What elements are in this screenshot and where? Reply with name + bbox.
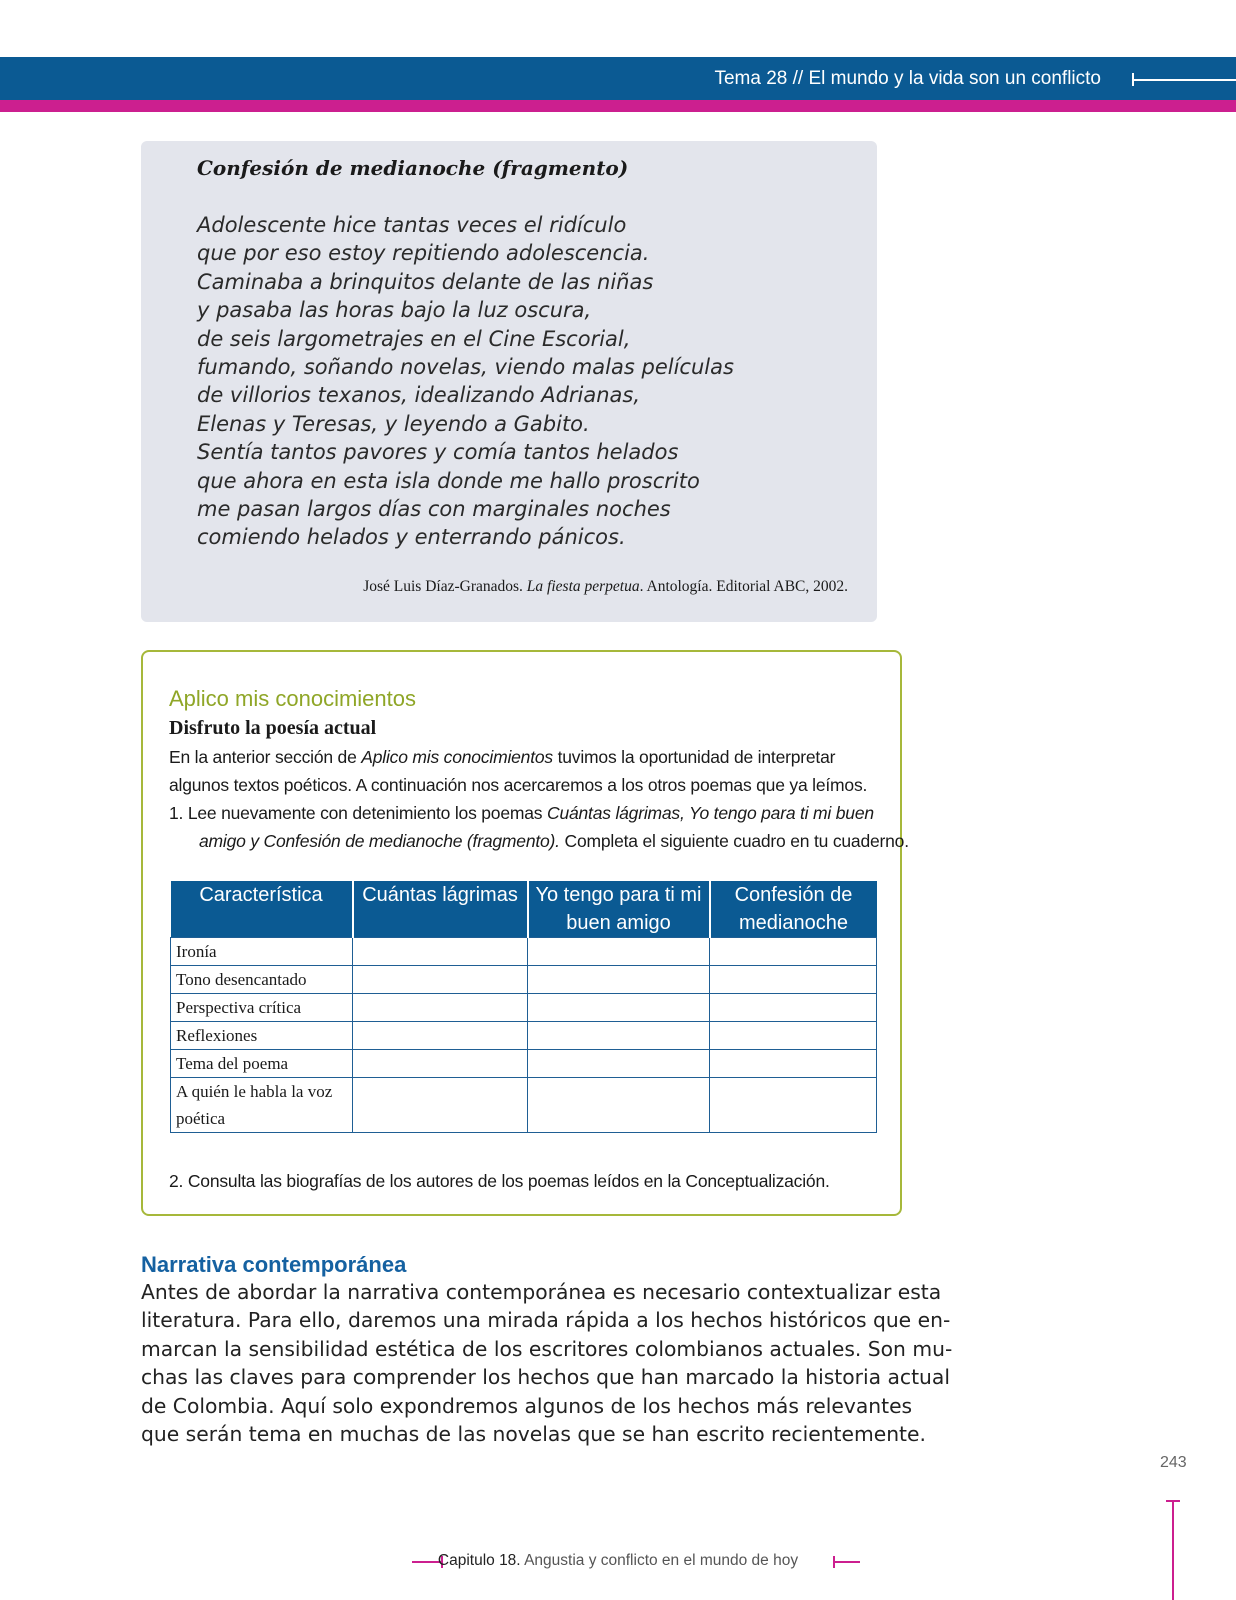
table-cell (528, 966, 710, 994)
row-label: Ironía (171, 938, 353, 966)
row-label: A quién le habla la voz poética (171, 1078, 353, 1133)
activity-intro-line-1: En la anterior sección de Aplico mis conocimientos tuvimos la oportunidad de interpretar (169, 747, 836, 767)
header-title: Tema 28 // El mundo y la vida son un conflicto (714, 68, 1101, 89)
activity-subheading: Disfruto la poesía actual (169, 717, 377, 739)
chapter-label: Capitulo 18. (437, 1552, 521, 1569)
table-cell (528, 938, 710, 966)
question-1-line-1: 1. Lee nuevamente con detenimiento los poemas Cuántas lágrimas, Yo tengo para ti mi buen (169, 803, 874, 823)
narrative-paragraph (141, 1278, 953, 1448)
page-marker-line (1172, 1500, 1174, 1600)
paragraph-line: de Colombia. Aquí solo expondremos algunos de los hechos más relevantes (141, 1393, 913, 1418)
paragraph-line: chas las claves para comprender los hechos que han marcado la historia actual (141, 1365, 950, 1390)
table-cell (353, 938, 528, 966)
table-row (171, 938, 877, 966)
section-heading: Narrativa contemporánea (141, 1252, 407, 1277)
table-header: Característica (171, 881, 353, 938)
table-cell (528, 1022, 710, 1050)
row-label: Tono desencantado (171, 966, 353, 994)
question-1-line-2: amigo y Confesión de medianoche (fragmento). Completa el siguiente cuadro en tu cuaderno. (199, 831, 909, 851)
header-rule (1132, 79, 1236, 81)
page-number: 243 (1160, 1454, 1187, 1471)
poem-line: fumando, soñando novelas, viendo malas películas (197, 355, 734, 380)
footer-rule-right (833, 1561, 860, 1563)
poem-line: de seis largometrajes en el Cine Escorial, (197, 326, 631, 351)
row-label: Tema del poema (171, 1050, 353, 1078)
table-header: Confesión de medianoche (710, 881, 877, 938)
poem-lines (197, 211, 734, 552)
table-cell (710, 1050, 877, 1078)
poem-author: José Luis Díaz-Granados. (363, 578, 523, 595)
poem-line: que ahora en esta isla donde me hallo proscrito (197, 468, 700, 493)
table-row (171, 994, 877, 1022)
table-cell (710, 994, 877, 1022)
activity-intro-line-2: algunos textos poéticos. A continuación nos acercaremos a los otros poemas que ya leímos. (169, 775, 868, 795)
poem-publisher: . Antología. Editorial ABC, 2002. (639, 578, 848, 595)
poem-book: La fiesta perpetua (526, 578, 640, 595)
table-cell (528, 1050, 710, 1078)
paragraph-line: que serán tema en muchas de las novelas que se han escrito recientemente. (141, 1422, 926, 1447)
row-label: Perspectiva crítica (171, 994, 353, 1022)
poem-line: comiendo helados y enterrando pánicos. (197, 525, 626, 550)
poem-line: Sentía tantos pavores y comía tantos helados (197, 440, 679, 465)
table-cell (710, 938, 877, 966)
poem-line: que por eso estoy repitiendo adolescencia. (197, 241, 650, 266)
paragraph-line: literatura. Para ello, daremos una mirada rápida a los hechos históricos que en- (141, 1308, 951, 1333)
table-cell (710, 1022, 877, 1050)
table-cell (528, 1078, 710, 1133)
table-cell (353, 966, 528, 994)
characteristics-table (170, 881, 877, 1133)
table-row (171, 1078, 877, 1133)
table-cell (353, 994, 528, 1022)
table-cell (710, 1078, 877, 1133)
table-cell (353, 1050, 528, 1078)
poem-reference (363, 578, 848, 596)
table-row (171, 1022, 877, 1050)
header-accent-stripe (0, 100, 1236, 112)
poem-line: Caminaba a brinquitos delante de las niñas (197, 269, 654, 294)
table-cell (353, 1022, 528, 1050)
paragraph-line: marcan la sensibilidad estética de los escritores colombianos actuales. Son mu- (141, 1336, 953, 1361)
table-cell (710, 966, 877, 994)
table-header: Yo tengo para ti mi buen amigo (528, 881, 710, 938)
table-row (171, 966, 877, 994)
paragraph-line: Antes de abordar la narrativa contemporánea es necesario contextualizar esta (141, 1280, 942, 1304)
question-2: 2. Consulta las biografías de los autores de los poemas leídos en la Conceptualización. (169, 1171, 830, 1191)
activity-heading: Aplico mis conocimientos (169, 686, 416, 711)
table-row (171, 1050, 877, 1078)
poem-line: Adolescente hice tantas veces el ridículo (197, 213, 627, 237)
table-header: Cuántas lágrimas (353, 881, 528, 938)
table-cell (353, 1078, 528, 1133)
row-label: Reflexiones (171, 1022, 353, 1050)
poem-line: y pasaba las horas bajo la luz oscura, (197, 298, 592, 323)
table-cell (528, 994, 710, 1022)
footer (0, 1552, 1236, 1570)
chapter-title: Angustia y conflicto en el mundo de hoy (520, 1552, 799, 1569)
poem-line: me pasan largos días con marginales noches (197, 497, 671, 522)
poem-title: Confesión de medianoche (fragmento) (197, 156, 629, 180)
poem-line: Elenas y Teresas, y leyendo a Gabito. (197, 411, 590, 436)
poem-line: de villorios texanos, idealizando Adrianas, (197, 383, 641, 408)
